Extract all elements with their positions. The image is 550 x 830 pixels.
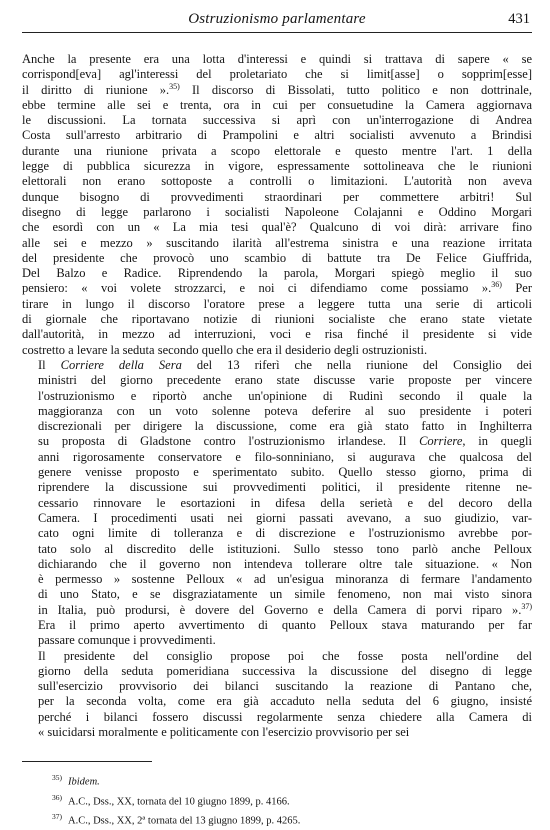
footnote-reference: 35)	[169, 81, 180, 91]
text-run: che esordì con un « La mia tesi qual'è? Qualcuno di voi dirà: arrivare fino	[22, 220, 532, 235]
text-line	[22, 404, 532, 419]
footnote-number: 35)	[52, 773, 62, 782]
text-line	[22, 266, 532, 281]
text-run: ebbe termine alle sei e trenta, ora in cui per consuetudine la Camera aggiornava	[22, 97, 532, 112]
footnotes	[52, 770, 522, 829]
text-line	[22, 236, 532, 251]
text-run: il diritto di riunione ».	[22, 82, 170, 97]
text-line	[22, 633, 532, 648]
text-line	[22, 618, 532, 633]
text-line	[22, 465, 532, 480]
text-line	[22, 526, 532, 541]
text-run: cessario rinnovare le esortazioni in difesa della serietà e del decoro della	[38, 495, 532, 510]
text-line	[22, 434, 532, 449]
footnote-reference: 36)	[491, 280, 502, 290]
paragraph	[22, 358, 532, 649]
text-run: passare comunque i provvedimenti.	[38, 633, 216, 648]
footnote-number: 37)	[52, 812, 62, 821]
text-run: del presidente che provocò uno scambio di battute tra De Felice Giuffrida,	[22, 250, 532, 265]
text-run: per la seconda volta, come era già accaduto nella seduta del 6 giugno, insisté	[38, 694, 532, 709]
text-run: tato solo al discredito delle istituzioni. Sullo stesso tono parlò anche Pelloux	[38, 541, 532, 556]
text-line	[22, 343, 532, 358]
running-title: Ostruzionismo parlamentare	[188, 11, 366, 27]
text-line	[22, 649, 532, 664]
text-line	[22, 67, 532, 82]
text-line	[22, 98, 532, 113]
text-run: del 13 riferì che nella riunione del Consiglio dei	[181, 357, 532, 372]
text-run: , in quegli	[462, 434, 533, 449]
paragraph	[22, 52, 532, 358]
text-line	[22, 710, 532, 725]
text-run: ministri del giorno precedente erano state discusse varie proposte per vincere	[38, 373, 532, 388]
text-line	[22, 511, 532, 526]
text-line	[22, 664, 532, 679]
footnote	[52, 790, 522, 810]
text-run: su proposta di Gladstone contro l'ostruzionismo irlandese. Il	[38, 434, 420, 449]
text-line	[22, 174, 532, 189]
text-run: elettorali non erano sottoposte a controlli o limitazioni. L'autorità non aveva	[22, 174, 532, 189]
text-run: riprendere la discussione sui provvedimenti politici, il presidente ritenne ne-	[38, 480, 532, 495]
text-line	[22, 251, 532, 266]
text-line	[22, 83, 532, 98]
text-run: Il	[38, 357, 61, 372]
text-run: le discussioni. La tornata successiva si aprì con un'interrogazione di Andrea	[22, 113, 532, 128]
text-run: Il discorso di Bissolati, tutto politico e non dottrinale,	[179, 82, 532, 97]
text-run: di giornale che riportavano notizie di riunioni socialiste che erano state vietate	[22, 312, 532, 327]
italic-title: Corriere	[419, 434, 463, 449]
text-line	[22, 128, 532, 143]
text-run: maggioranza con un voto solenne poteva deferire al suo presidente i poteri	[38, 403, 532, 418]
text-run: disegno di legge parlarono i socialisti Napoleone Colajanni e Oddino Morgari	[22, 204, 532, 219]
text-run: anni rigorosamente conservatore e filo-sonniniano, si augurava che qualcosa del	[38, 449, 532, 464]
text-run: Era il primo aperto avvertimento di quanto Pelloux stava maturando per far	[38, 617, 532, 632]
text-run: è permesso » sostenne Pelloux « ad un'esigua minoranza di fermare l'andamento	[38, 572, 532, 587]
text-line	[22, 52, 532, 67]
footnote	[52, 809, 522, 829]
text-line	[22, 312, 532, 327]
text-line	[22, 205, 532, 220]
italic-title: Corriere della Sera	[60, 357, 182, 372]
text-run: l'ostruzionismo e riportò anche un'opinione di Rudinì secondo il quale la	[38, 388, 532, 403]
text-line	[22, 190, 532, 205]
footnote-text: A.C., Dss., XX, tornata del 10 giugno 1899, p. 4166.	[68, 796, 290, 807]
text-run: cato ogni limite di tolleranza e di discrezione e l'ostruzionismo avrebbe por-	[38, 526, 532, 541]
text-line	[22, 542, 532, 557]
text-line	[22, 144, 532, 159]
text-run: perché i bilanci fossero discussi regolarmente senza chiedere alla Camera di	[38, 709, 532, 724]
text-run: alle sei e mezzo » suscitando ilarità all'estrema sinistra e una reazione irritata	[22, 235, 532, 250]
text-run: Camera. I procedimenti usati nei giorni passati avevano, a suo giudizio, var-	[38, 510, 532, 525]
text-run: in Italia, può prodursi, è dovere del Governo e della Camera di porvi riparo ».	[38, 602, 522, 617]
text-run: di uno Stato, e se disgraziatamente un simile fenomeno, non mai visto sinora	[38, 587, 532, 602]
body-text	[22, 52, 532, 740]
text-line	[22, 373, 532, 388]
text-line	[22, 679, 532, 694]
text-line	[22, 113, 532, 128]
text-run: pensiero: « voi volete strozzarci, e noi ci difendiamo come possiamo ».	[22, 281, 492, 296]
text-line	[22, 557, 532, 572]
text-line	[22, 419, 532, 434]
paragraph	[22, 649, 532, 741]
text-line	[22, 603, 532, 618]
text-run: dall'autorità, in mezzo ad interruzioni, voci e risa finché il presidente si vide	[22, 327, 532, 342]
text-line	[22, 389, 532, 404]
text-run: dunque bisogno di provvedimenti straordinari per commettere arbitri! Sul	[22, 189, 532, 204]
text-run: dichiarando che il governo non intendeva tollerare oltre tale situazione. « Non	[38, 556, 532, 571]
text-run: discrezionali per dirigere la discussione, come era già stato fatto in Inghilterra	[38, 419, 532, 434]
text-line	[22, 496, 532, 511]
text-run: giorno della seduta pomeridiana successiva la discussione del disegno di legge	[38, 663, 532, 678]
text-line	[22, 159, 532, 174]
text-run: corrispond[eva] agl'interessi del proletariato che si limit[asse] o sopprim[esse]	[22, 67, 532, 82]
text-run: Costa sull'arresto arbitrario di Prampolini e altri socialisti avvenuto a Brindisi	[22, 128, 532, 143]
text-line	[22, 480, 532, 495]
text-line	[22, 327, 532, 342]
page-number: 431	[508, 11, 530, 27]
text-line	[22, 572, 532, 587]
footnote-separator	[22, 761, 152, 762]
footnote-reference: 37)	[521, 601, 532, 611]
page-header	[22, 10, 532, 33]
text-line	[22, 297, 532, 312]
text-line	[22, 725, 532, 740]
text-line	[22, 358, 532, 373]
text-run: « suicidarsi moralmente e politicamente con l'esercizio provvisorio per sei	[38, 725, 410, 740]
footnote-text: A.C., Dss., XX, 2ª tornata del 13 giugno 1899, p. 4265.	[68, 815, 301, 827]
footnote-number: 36)	[52, 792, 62, 802]
text-line	[22, 694, 532, 709]
text-run: sull'esercizio provvisorio dei bilanci suscitando la reazione di Pantano che,	[38, 679, 532, 694]
footnote	[52, 770, 522, 790]
text-run: durante una riunione privata a scopo elettorale e questo mentre l'art. 1 della	[22, 143, 532, 158]
text-line	[22, 220, 532, 235]
text-run: legge di pubblica sicurezza in vigore, espressamente sottolineava che le riunioni	[22, 159, 532, 174]
text-run: Anche la presente era una lotta d'interessi e quindi si trattava di sapere « se	[22, 52, 532, 66]
text-run: Il presidente del consiglio propose poi che fosse posta nell'ordine del	[38, 648, 532, 663]
footnote-text: Ibidem.	[68, 776, 100, 788]
text-line	[22, 587, 532, 602]
text-line	[22, 281, 532, 296]
text-run: Del Balzo e Radice. Riprendendo la parola, Morgari spiegò meglio il suo	[22, 266, 532, 281]
text-run: tirare in lungo il discorso l'oratore prese a leggere tutta una serie di articoli	[22, 296, 532, 311]
text-run: genere venisse proposto e sperimentato subito. Quello stesso giorno, prima di	[38, 465, 532, 480]
text-run: costretto a levare la seduta secondo quello che era il desiderio degli ostruzionisti.	[22, 342, 428, 357]
text-line	[22, 450, 532, 465]
text-run: Per	[501, 281, 532, 296]
